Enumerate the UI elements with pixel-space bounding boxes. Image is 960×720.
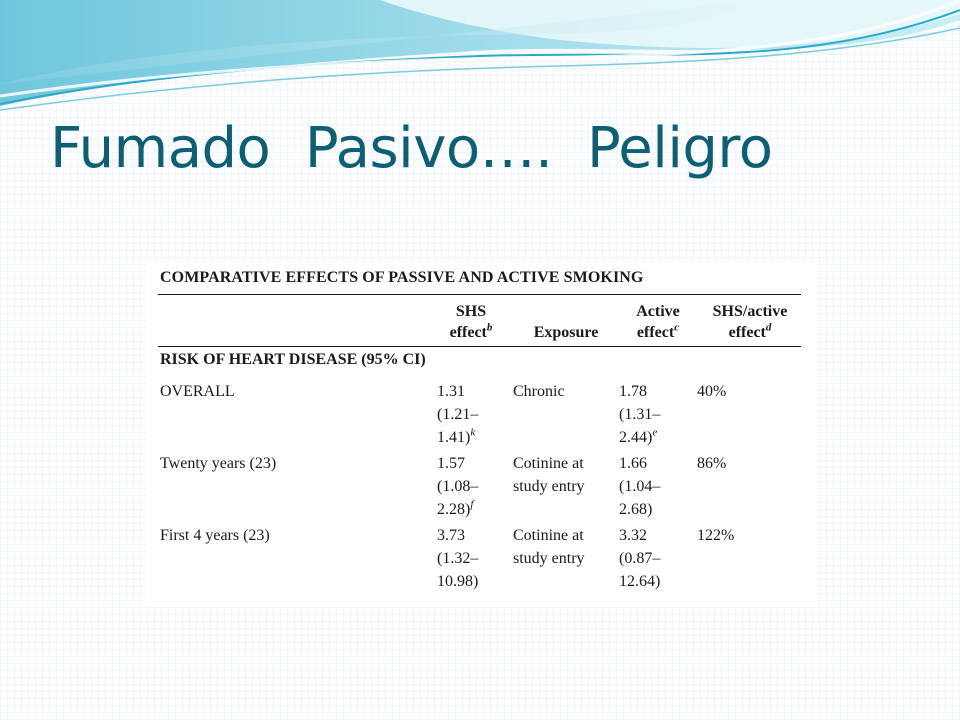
table-header-rule [158,346,801,347]
comparative-effects-table [146,262,817,607]
shs-effect-cell [437,380,478,449]
col-header-active-line1: Active [636,303,680,320]
exposure-cell [513,452,585,498]
shs-value: 1.57 [437,455,465,472]
active-ci-high: 2.68) [619,501,653,518]
shs-ci-high: 10.98) [437,573,479,590]
section-heading-heart-disease: RISK OF HEART DISEASE (95% CI) [160,351,426,368]
exposure-line: study entry [513,478,585,495]
active-ci-low: (1.04– [619,478,661,495]
active-ci-high [619,426,660,449]
exposure-line: Cotinine at [513,455,584,472]
active-value: 3.32 [619,527,647,544]
row-label: OVERALL [160,383,235,400]
shs-value: 3.73 [437,527,465,544]
col-header-ratio-line1: SHS/active [712,303,788,320]
col-header-exposure-label: Exposure [533,324,599,341]
exposure-cell [513,524,585,570]
shs-effect-cell [437,452,478,521]
active-effect-cell [619,524,660,593]
exposure-line: Chronic [513,383,565,400]
col-header-ratio-footnote: d [765,321,772,334]
active-footnote: e [652,426,658,439]
active-ci-high: 12.64) [619,573,661,590]
col-header-active-effect [620,301,696,343]
active-ci-high-text: 2.44) [619,429,653,446]
shs-footnote: f [470,498,474,511]
exposure-cell [513,380,565,403]
shs-value: 1.31 [437,383,465,400]
exposure-line: Cotinine at [513,527,584,544]
col-header-active-line2: effect [636,324,675,341]
shs-active-ratio-cell: 122% [697,527,735,544]
shs-active-ratio-cell: 40% [697,383,727,400]
col-header-shs-line2: effect [449,324,487,341]
col-header-shs-active-effect [698,301,802,343]
table-caption: COMPARATIVE EFFECTS OF PASSIVE AND ACTIVE SMOKING [160,269,644,286]
active-effect-cell [619,452,660,521]
row-label: Twenty years (23) [160,455,277,472]
active-effect-cell [619,380,660,449]
active-ci-low: (0.87– [619,550,661,567]
col-header-active-footnote: c [674,321,680,334]
col-header-exposure [516,322,616,343]
shs-ci-low: (1.21– [437,406,479,423]
row-label: First 4 years (23) [160,527,270,544]
active-value: 1.66 [619,455,647,472]
shs-ci-low: (1.08– [437,478,479,495]
header-swoosh-decoration [0,0,960,130]
col-header-shs-line1: SHS [455,303,487,320]
col-header-shs-effect [431,301,511,343]
table-top-rule [158,294,801,295]
active-value: 1.78 [619,383,647,400]
shs-footnote: k [470,426,476,439]
col-header-shs-footnote: b [486,321,493,334]
shs-ci-low: (1.32– [437,550,479,567]
shs-ci-high-text: 2.28) [437,501,471,518]
shs-active-ratio-cell: 86% [697,455,727,472]
active-ci-low: (1.31– [619,406,661,423]
shs-ci-high-text: 1.41) [437,429,471,446]
shs-ci-high [437,426,478,449]
col-header-ratio-line2: effect [728,324,766,341]
shs-effect-cell [437,524,478,593]
exposure-line: study entry [513,550,585,567]
slide-title: Fumado Pasivo…. Peligro [50,116,773,181]
shs-ci-high [437,498,478,521]
